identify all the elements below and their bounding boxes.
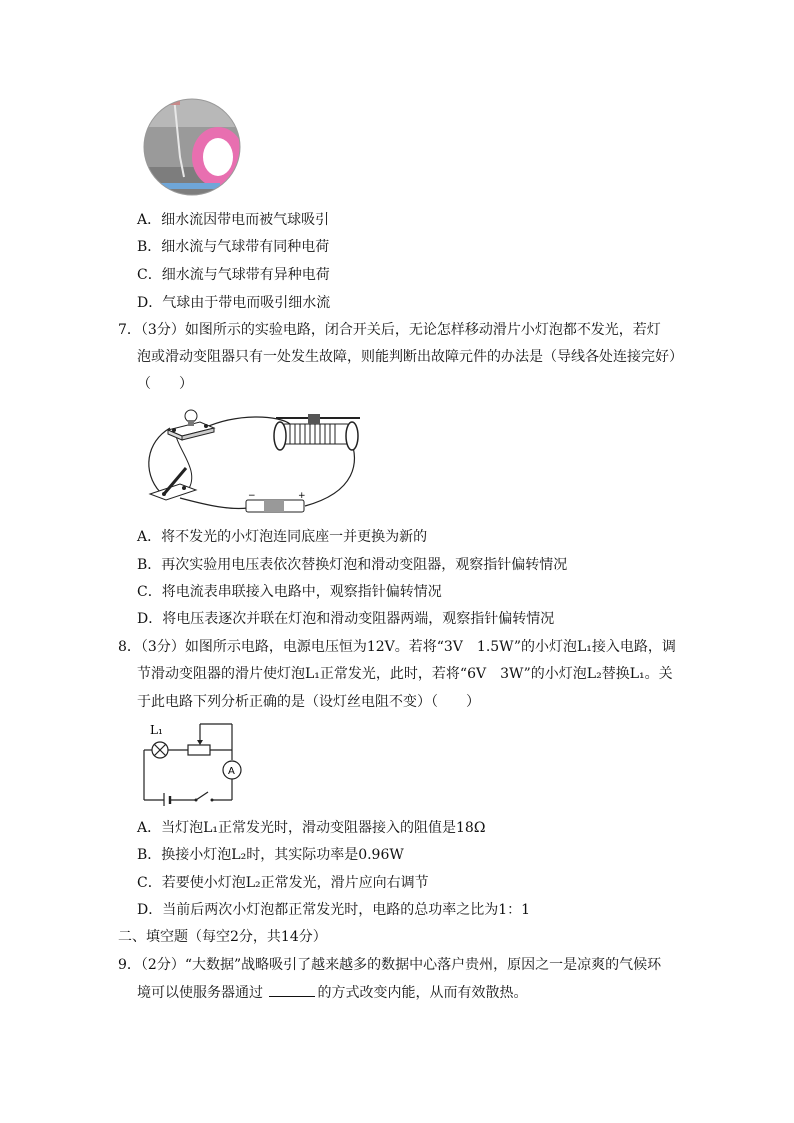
q8-stem-line1: 8．（3分）如图所示电路，电源电压恒为12V。若将“3V 1.5W”的小灯泡L₁接入电路，调: [118, 639, 676, 655]
q8-option-b: B．换接小灯泡L₂时，其实际功率是0.96W: [137, 847, 404, 863]
q7-stem-line1: 7．（3分）如图所示的实验电路，闭合开关后，无论怎样移动滑片小灯泡都不发光，若灯: [118, 322, 661, 338]
q8-circuit-diagram: [140, 718, 250, 806]
section-heading: 二、填空题（每空2分，共14分）: [118, 929, 327, 945]
q6-option-a: A．细水流因带电而被气球吸引: [137, 212, 330, 228]
q7-stem-line2: 泡或滑动变阻器只有一处发生故障，则能判断出故障元件的办法是（导线各处连接完好）: [137, 349, 683, 365]
q9-stem-line2: [137, 982, 527, 1003]
q8-option-c: C．若要使小灯泡L₂正常发光，滑片应向右调节: [137, 875, 429, 891]
q9-text-before-blank: 境可以使服务器通过: [137, 985, 268, 1001]
battery-minus-label: −: [248, 491, 256, 501]
q7-option-a: A．将不发光的小灯泡连同底座一并更换为新的: [137, 529, 428, 545]
ammeter-label: A: [228, 766, 235, 777]
q7-circuit-photo: [140, 402, 365, 520]
q6-option-d: D．气球由于带电而吸引细水流: [137, 295, 331, 311]
q8-stem-line3: 于此电路下列分析正确的是（设灯丝电阻不变）（ ）: [137, 694, 480, 710]
q8-option-d: D．当前后两次小灯泡都正常发光时，电路的总功率之比为1：1: [137, 902, 531, 918]
lamp-l1-label: L₁: [150, 723, 163, 737]
battery-plus-label: +: [298, 491, 306, 501]
q8-stem-line2: 节滑动变阻器的滑片使灯泡L₁正常发光，此时，若将“6V 3W”的小灯泡L₂替换L₁。关: [137, 666, 673, 682]
q7-option-c: C．将电流表串联接入电路中，观察指针偏转情况: [137, 584, 442, 600]
q7-stem-line3: （ ）: [137, 376, 193, 392]
q8-option-a: A．当灯泡L₁正常发光时，滑动变阻器接入的阻值是18Ω: [137, 820, 486, 836]
answer-blank[interactable]: [269, 982, 315, 997]
q7-option-d: D．将电压表逐次并联在灯泡和滑动变阻器两端，观察指针偏转情况: [137, 611, 555, 627]
q7-option-b: B．再次实验用电压表依次替换灯泡和滑动变阻器，观察指针偏转情况: [137, 557, 568, 573]
q9-stem-line1: 9．（2分）“大数据”战略吸引了越来越多的数据中心落户贵州，原因之一是凉爽的气候环: [118, 957, 662, 973]
q6-option-c: C．细水流与气球带有异种电荷: [137, 267, 330, 283]
q9-text-after-blank: 的方式改变内能，从而有效散热。: [317, 985, 528, 1001]
balloon-water-photo: [140, 97, 250, 197]
q6-option-b: B．细水流与气球带有同种电荷: [137, 239, 330, 255]
